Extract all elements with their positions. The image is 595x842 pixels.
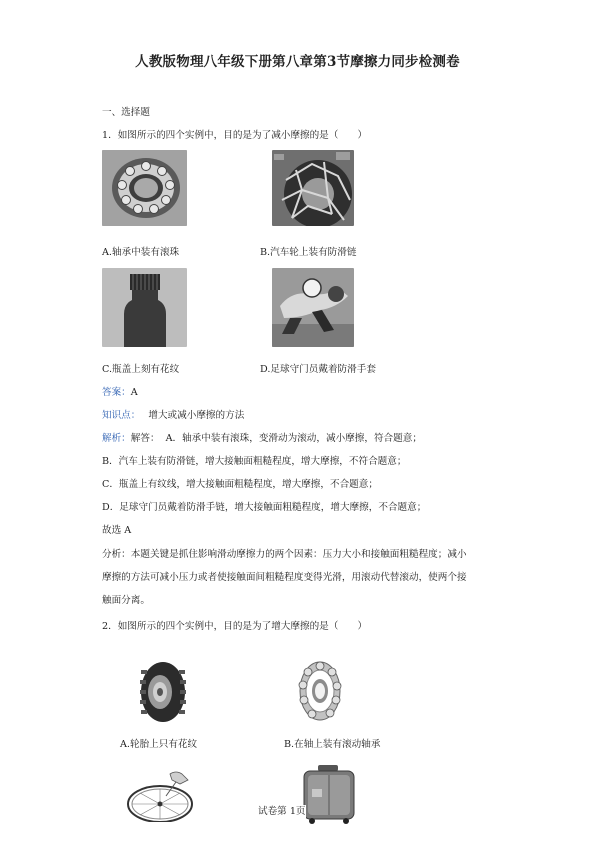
suitcase-image (300, 765, 360, 825)
knowledge-value: 增大或减小摩擦的方法 (148, 410, 245, 421)
q1-stem: 1．如图所示的四个实例中，目的是为了减小摩擦的是（ ） (102, 130, 368, 141)
fenxi-line-1: 分析：本题关键是抓住影响滑动摩擦力的两个因素：压力大小和接触面粗糙程度；减小 (102, 549, 467, 560)
q2-stem: 2．如图所示的四个实例中，目的是为了增大摩擦的是（ ） (102, 621, 368, 632)
q1-option-d: D.足球守门员戴着防滑手套 (260, 364, 376, 375)
section-heading: 一、选择题 (102, 107, 150, 118)
q1-option-a: A.轴承中装有滚珠 (102, 247, 180, 258)
analysis-line-d: D．足球守门员戴着防滑手链，增大接触面粗糙程度，增大摩擦，不合题意； (102, 502, 427, 513)
answer-value: A (130, 387, 138, 398)
answer-label: 答案： (102, 387, 131, 398)
fenxi-line-2: 摩擦的方法可减小压力或者使接触面间粗糙程度变得光滑，用滚动代替滚动，使两个接 (102, 572, 467, 583)
bearing-image (102, 150, 187, 226)
analysis-line-c: C．瓶盖上有纹线，增大接触面粗糙程度，增大摩擦，不合题意； (102, 479, 378, 490)
bottle-cap-image (102, 268, 187, 347)
conclusion: 故选 A (102, 525, 132, 536)
snow-chain-tire-image (272, 150, 354, 226)
q1-option-c: C.瓶盖上刻有花纹 (102, 364, 180, 375)
q2-option-a: A.轮胎上只有花纹 (120, 739, 198, 750)
q1-analysis (102, 432, 422, 445)
goalkeeper-image (272, 268, 354, 347)
analysis-line-b: B．汽车上装有防滑链，增大接触面粗糙程度，增大摩擦，不符合题意； (102, 456, 407, 467)
roller-bearing-image (298, 660, 342, 722)
fenxi-line-3: 触面分离。 (102, 595, 150, 606)
analysis-label: 解析： (102, 433, 131, 444)
q2-option-b: B.在轴上装有滚动轴承 (284, 739, 381, 750)
page-footer: 试卷第 1页 (258, 806, 306, 817)
analysis-lead: 解答： (130, 433, 160, 444)
page-title: 人教版物理八年级下册第八章第3节摩擦力同步检测卷 (135, 54, 460, 70)
analysis-line-a: A．轴承中装有滚珠，变滑动为滚动，减小摩擦，符合题意； (165, 433, 422, 444)
q1-answer (102, 386, 138, 399)
q1-option-b: B.汽车轮上装有防滑链 (260, 247, 357, 258)
bicycle-wheel-image (126, 770, 198, 822)
q1-knowledge (102, 409, 244, 422)
knowledge-label: 知识点： (102, 410, 141, 421)
tire-image (138, 660, 188, 724)
